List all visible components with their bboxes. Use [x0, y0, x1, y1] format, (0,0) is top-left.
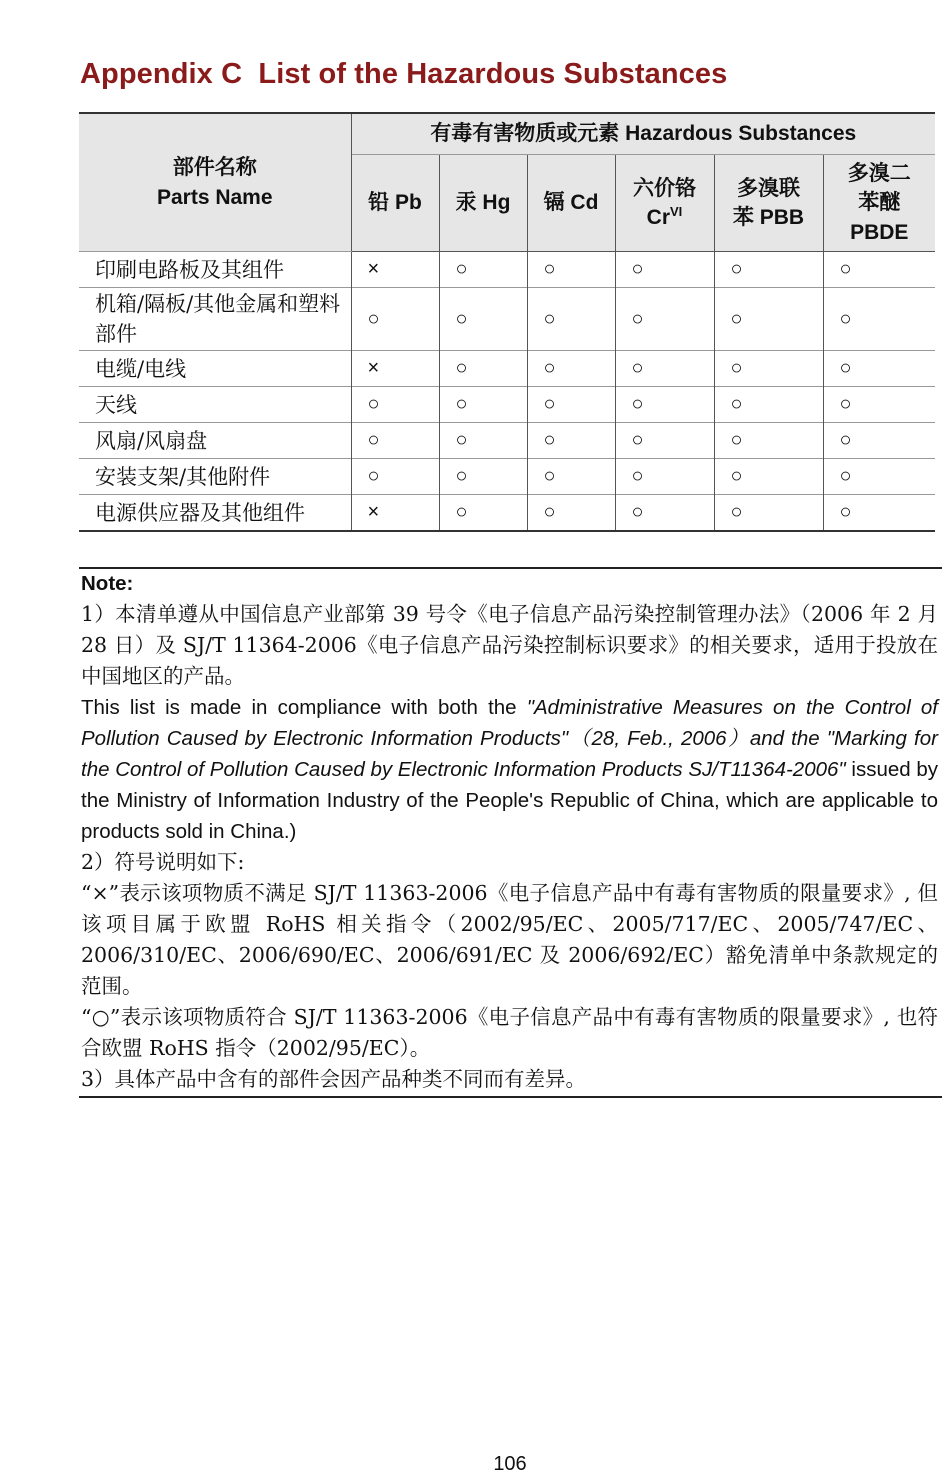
note-1-english-titles: "Administrative Measures on the Control of Pollution Caused by Electronic Information Products"（28, Feb., 2006）and the "Marking for the Control of Pollution Caused by Electronic Information Products SJ/T11364-2006" [81, 696, 938, 781]
mark-cell: ○ [615, 459, 714, 495]
mark-cell: ○ [823, 459, 935, 495]
mark-cell: ○ [351, 423, 439, 459]
mark-cell: ○ [615, 495, 714, 532]
table-row [79, 459, 935, 495]
column-header-cr6 [615, 155, 714, 252]
column-header-pb: 铅 Pb [351, 155, 439, 252]
mark-cell: ○ [351, 288, 439, 351]
table-row [79, 252, 935, 288]
mark-cell: ○ [527, 387, 615, 423]
page-title: Appendix C List of the Hazardous Substances [80, 58, 728, 90]
mark-cell: ○ [823, 495, 935, 532]
mark-cell: ○ [615, 387, 714, 423]
table-row [79, 423, 935, 459]
mark-cell: ○ [714, 288, 823, 351]
table-row [79, 387, 935, 423]
mark-cell: ○ [439, 459, 527, 495]
mark-cell: ○ [527, 288, 615, 351]
mark-cell: ○ [439, 387, 527, 423]
notes-heading: Note: [81, 572, 134, 595]
note-1-english-tail: issued by the Ministry of Information Industry of the People's Republic of China, which are applicable to products sold in China.) [81, 758, 938, 843]
mark-cell: ○ [615, 252, 714, 288]
column-header-pbde-line1: 多溴二 [847, 161, 911, 185]
mark-cell: ○ [615, 351, 714, 387]
mark-cell: ○ [823, 288, 935, 351]
notes-bottom-rule [79, 1096, 942, 1098]
column-header-cr6-cn: 六价铬 [633, 176, 696, 200]
mark-cell: ○ [823, 423, 935, 459]
column-header-pbb-line2: 苯 PBB [732, 206, 805, 229]
mark-cell: × [351, 252, 439, 288]
page-number: 106 [493, 1453, 527, 1475]
part-name-cell: 天线 [79, 387, 351, 423]
parts-name-header-cn: 部件名称 [172, 156, 257, 180]
mark-cell: ○ [714, 459, 823, 495]
part-name-cell: 机箱/隔板/其他金属和塑料部件 [79, 288, 351, 351]
mark-cell: ○ [714, 252, 823, 288]
mark-cell: ○ [439, 288, 527, 351]
note-1-english [81, 692, 938, 847]
column-header-hg: 汞 Hg [439, 155, 527, 252]
mark-cell: ○ [527, 351, 615, 387]
mark-cell: ○ [714, 387, 823, 423]
note-1-chinese: 1）本清单遵从中国信息产业部第 39 号令《电子信息产品污染控制管理办法》（2006 年 2 月 28 日）及 SJ/T 11364-2006《电子信息产品污染控制标识要求》的相关要求，适用于投放在中国地区的产品。 [81, 602, 938, 688]
parts-name-header-en: Parts Name [156, 185, 273, 209]
mark-cell: × [351, 351, 439, 387]
mark-cell: ○ [714, 351, 823, 387]
note-2-cross-meaning: “×”表示该项物质不满足 SJ/T 11363-2006《电子信息产品中有毒有害物质的限量要求》, 但该项目属于欧盟 RoHS 相关指令（2002/95/EC、2005/717/EC、2005/747/EC、2006/310/EC、2006/690/EC、2006/691/EC 及 2006/692/EC）豁免清单中条款规定的范围。 [81, 881, 938, 998]
note-3: 3）具体产品中含有的部件会因产品种类不同而有差异。 [81, 1067, 587, 1091]
mark-cell: ○ [351, 387, 439, 423]
mark-cell: ○ [714, 423, 823, 459]
mark-cell: ○ [615, 288, 714, 351]
mark-cell: ○ [714, 495, 823, 532]
mark-cell: ○ [615, 423, 714, 459]
table-row [79, 351, 935, 387]
mark-cell: ○ [439, 252, 527, 288]
part-name-cell: 电源供应器及其他组件 [79, 495, 351, 532]
column-header-pbb [714, 155, 823, 252]
table-row [79, 495, 935, 532]
mark-cell: ○ [527, 252, 615, 288]
mark-cell: ○ [439, 495, 527, 532]
column-header-pbde [823, 155, 935, 252]
column-header-pbb-line1: 多溴联 [737, 176, 800, 200]
mark-cell: ○ [351, 459, 439, 495]
notes-section [81, 568, 938, 1095]
column-header-pbde-line3: PBDE [850, 220, 909, 244]
column-header-pbde-line2: 苯醚 [858, 191, 901, 215]
mark-cell: ○ [527, 459, 615, 495]
column-header-cd: 镉 Cd [527, 155, 615, 252]
mark-cell: ○ [527, 495, 615, 532]
table-row [79, 288, 935, 351]
part-name-cell: 风扇/风扇盘 [79, 423, 351, 459]
part-name-cell: 印刷电路板及其组件 [79, 252, 351, 288]
mark-cell: × [351, 495, 439, 532]
part-name-cell: 安装支架/其他附件 [79, 459, 351, 495]
mark-cell: ○ [527, 423, 615, 459]
mark-cell: ○ [823, 387, 935, 423]
note-1-english-intro: This list is made in compliance with both the [81, 696, 527, 719]
parts-name-header [79, 113, 351, 252]
hazardous-substances-header: 有毒有害物质或元素 Hazardous Substances [351, 113, 935, 155]
note-2-heading: 2）符号说明如下: [81, 850, 245, 874]
part-name-cell: 电缆/电线 [79, 351, 351, 387]
hazardous-substances-table [79, 112, 935, 532]
column-header-cr6-symbol: $Cr^{VI}$ [646, 204, 683, 229]
mark-cell: ○ [823, 351, 935, 387]
mark-cell: ○ [823, 252, 935, 288]
mark-cell: ○ [439, 423, 527, 459]
note-2-circle-meaning: “○”表示该项物质符合 SJ/T 11363-2006《电子信息产品中有毒有害物质的限量要求》, 也符合欧盟 RoHS 指令（2002/95/EC）。 [81, 1005, 938, 1060]
mark-cell: ○ [439, 351, 527, 387]
